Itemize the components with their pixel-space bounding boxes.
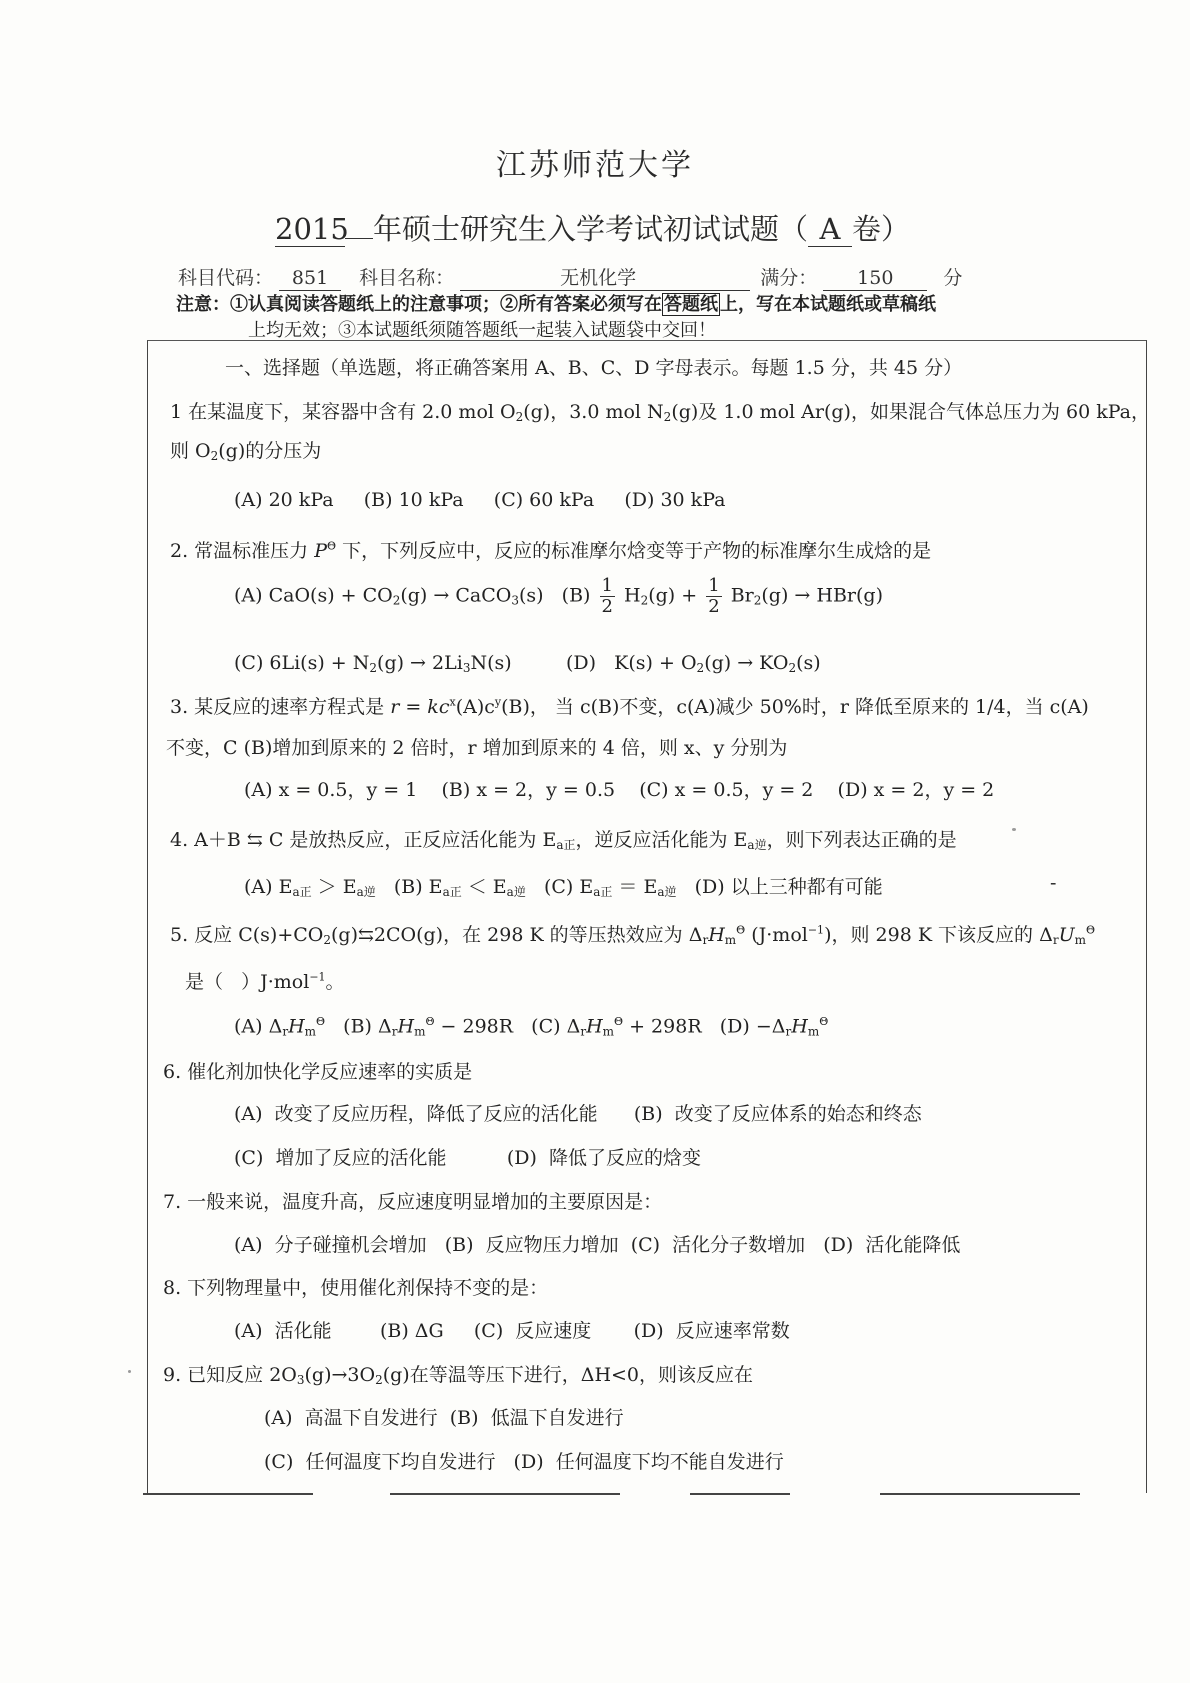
q1-options: (A) 20 kPa (B) 10 kPa (C) 60 kPa (D) 30 kPa	[234, 489, 726, 511]
frame-bottom-line	[143, 1493, 313, 1495]
q2-options-ab: (A) $CaO(s) + CO_2(g)$ → CaCO$_3$(s) (B) $\frac{1}{2}$ $H_2(g)$ + $\frac{1}{2}$ $Br_2(g) \to HBr(g)$	[234, 575, 883, 617]
full-score-label: 满分：	[760, 267, 818, 289]
frame-bottom-line	[880, 1493, 1080, 1495]
exam-year: 2015	[275, 212, 349, 246]
notice-text: 注意：①认真阅读答题纸上的注意事项；②所有答案必须写在	[176, 294, 662, 315]
full-score: 150	[823, 268, 927, 291]
fraction-half: $\frac{1}{2}$	[708, 575, 720, 617]
q1-stem: 1 在某温度下，某容器中含有 2.0 mol $O_2(g)$，3.0 mol $N_2(g)$及 1.0 mol Ar(g)，如果混合气体总压力为 60 kPa，	[170, 401, 1150, 424]
q6-options-row2: (C) 增加了反应的活化能 (D) 降低了反应的焓变	[234, 1147, 701, 1169]
subject-name-label: 科目名称：	[359, 267, 455, 289]
exam-title-main: 年硕士研究生入学考试初试试题（	[373, 212, 809, 246]
fraction-half: $\frac{1}{2}$	[601, 575, 613, 617]
q9-stem: 9. 已知反应 $2O_3(g)\to 3O_2(g)$在等温等压下进行，ΔH<0，则该反应在	[163, 1364, 754, 1387]
notice-text: 上，写在本试题纸或草稿纸	[720, 294, 936, 315]
q3-options: (A) x = 0.5，y = 1 (B) x = 2，y = 0.5 (C) x = 0.5，y = 2 (D) x = 2，y = 2	[244, 779, 995, 801]
q8-stem: 8. 下列物理量中，使用催化剂保持不变的是：	[163, 1277, 549, 1299]
q5-stem-cont: 是（ ）J·mol$^{-1}$。	[185, 970, 345, 993]
q2-stem: 2. 常温标准压力 $P^\Theta$ 下，下列反应中，反应的标准摩尔焓变等于产物的标准摩尔生成焓的是	[170, 539, 932, 562]
q4-options: (A) $E_{a正} > E_{a逆}$ (B) $E_{a正} < E_{a逆}$ (C) $E_{a正} = E_{a逆}$ (D) 以上三种都有可能	[244, 876, 883, 899]
frame-bottom-line	[690, 1493, 790, 1495]
q2-options-cd: (C) $6Li(s) + N_2(g) \to 2Li_3N(s)$ (D) $K(s) + O_2(g) \to KO_2(s)$	[234, 652, 821, 675]
q4-stem: 4. A＋B ⇆ C 是放热反应，正反应活化能为 $E_{a正}$，逆反应活化能为 $E_{a逆}$，则下列表达正确的是	[170, 829, 957, 852]
q3-stem-cont: 不变，C (B)增加到原来的 2 倍时，r 增加到原来的 4 倍，则 x、y 分别为	[166, 737, 788, 759]
notice-text: 上均无效；③本试题纸须随答题纸一起装入试题袋中交回！	[248, 320, 716, 341]
subject-name: 无机化学	[460, 268, 750, 291]
stray-dash: -	[1050, 872, 1057, 894]
q6-options-row1: (A) 改变了反应历程，降低了反应的活化能 (B) 改变了反应体系的始态和终态	[234, 1103, 922, 1125]
q5-stem: 5. 反应 $C(s)+CO_2(g)⇆2CO(g)$，在 298 K 的等压热效应为 $\Delta_rH_m^\Theta$ (J·mol$^{-1}$)，则 298 K 下该反应的 $\Delta_rU_m^\Theta$	[170, 923, 1096, 947]
section-title: 一、选择题（单选题，将正确答案用 A、B、C、D 字母表示。每题 1.5 分，共 45 分）	[225, 357, 963, 379]
q3-stem: 3. 某反应的速率方程式是 $r = kc^x(A)c^y(B)$， 当 c(B)不变，c(A)减少 50%时，r 降低至原来的 1/4，当 c(A)	[170, 695, 1089, 718]
q9-options-row1: (A) 高温下自发进行 (B) 低温下自发进行	[264, 1407, 624, 1429]
paper-version: A	[808, 213, 852, 247]
q9-options-row2: (C) 任何温度下均自发进行 (D) 任何温度下均不能自发进行	[264, 1451, 784, 1473]
q7-options: (A) 分子碰撞机会增加 (B) 反应物压力增加 (C) 活化分子数增加 (D) 活化能降低	[234, 1234, 961, 1256]
subject-info	[178, 263, 962, 291]
answer-sheet-box: 答题纸	[664, 294, 718, 315]
score-unit: 分	[943, 267, 963, 289]
q8-options: (A) 活化能 (B) ΔG (C) 反应速度 (D) 反应速率常数	[234, 1320, 790, 1342]
q6-stem: 6. 催化剂加快化学反应速率的实质是	[163, 1061, 473, 1083]
exam-title-tail: 卷）	[852, 212, 911, 246]
subject-code: 851	[279, 268, 341, 291]
frame-bottom-line	[390, 1493, 620, 1495]
q7-stem: 7. 一般来说，温度升高，反应速度明显增加的主要原因是：	[163, 1191, 663, 1213]
scan-speck	[128, 1370, 131, 1373]
university-name: 江苏师范大学	[496, 148, 694, 183]
exam-title	[275, 207, 910, 248]
q5-options: (A) $\Delta_rH_m^\Theta$ (B) $\Delta_rH_m^\Theta - 298R$ (C) $\Delta_rH_m^\Theta + 298R$ $(D) -\Delta_rH_m^\Theta$	[234, 1015, 829, 1039]
subject-code-label: 科目代码：	[178, 267, 274, 289]
q1-stem-cont: 则 $O_2(g)$的分压为	[170, 440, 322, 463]
exam-notice	[176, 292, 936, 344]
